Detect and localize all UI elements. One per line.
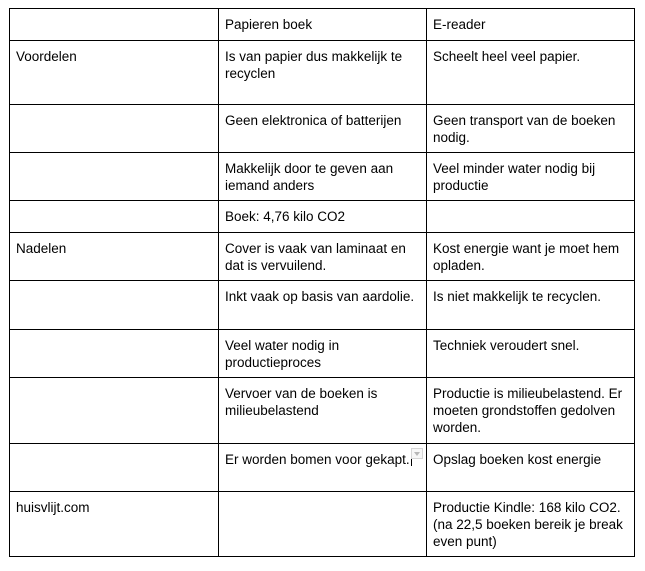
header-cell-paper-book[interactable]: Papieren boek xyxy=(219,9,427,41)
header-cell-ereader[interactable]: E-reader xyxy=(427,9,635,41)
table-cell-ereader[interactable]: Opslag boeken kost energie xyxy=(427,444,635,492)
table-cell-category[interactable] xyxy=(10,201,219,233)
table-cell-ereader[interactable]: Techniek veroudert snel. xyxy=(427,330,635,378)
table-cell-category[interactable] xyxy=(10,330,219,378)
table-cell-paper-book[interactable]: Geen elektronica of batterijen xyxy=(219,105,427,153)
table-cell-category[interactable] xyxy=(10,281,219,330)
header-cell-empty[interactable] xyxy=(10,9,219,41)
table-row xyxy=(10,281,635,330)
table-row xyxy=(10,105,635,153)
table-cell-category[interactable] xyxy=(10,105,219,153)
table-cell-paper-book[interactable]: Inkt vaak op basis van aardolie. xyxy=(219,281,427,330)
table-cell-ereader[interactable]: Veel minder water nodig bij productie xyxy=(427,153,635,201)
table-cell-paper-book[interactable]: Cover is vaak van laminaat en dat is vervuilend. xyxy=(219,233,427,281)
table-cell-paper-book[interactable]: Is van papier dus makkelijk te recyclen xyxy=(219,41,427,105)
table-cell-paper-book[interactable] xyxy=(219,492,427,557)
table-cell-category[interactable] xyxy=(10,378,219,444)
table-cell-category[interactable]: huisvlijt.com xyxy=(10,492,219,557)
table-cell-ereader[interactable]: Scheelt heel veel papier. xyxy=(427,41,635,105)
table-cell-ereader[interactable]: Is niet makkelijk te recyclen. xyxy=(427,281,635,330)
table-header-row xyxy=(10,9,635,41)
table-row xyxy=(10,330,635,378)
table-cell-ereader[interactable]: Kost energie want je moet hem opladen. xyxy=(427,233,635,281)
table-cell-ereader[interactable]: Productie Kindle: 168 kilo CO2. (na 22,5 boeken bereik je break even punt) xyxy=(427,492,635,557)
table-row xyxy=(10,233,635,281)
table-row xyxy=(10,378,635,444)
table-cell-ereader[interactable] xyxy=(427,201,635,233)
comparison-table xyxy=(9,8,635,557)
active-cell-text: Er worden bomen voor gekapt. xyxy=(225,452,410,467)
table-row xyxy=(10,444,635,492)
chevron-down-icon[interactable] xyxy=(411,448,423,459)
table-row xyxy=(10,153,635,201)
table-cell-category[interactable]: Voordelen xyxy=(10,41,219,105)
table-cell-ereader[interactable]: Geen transport van de boeken nodig. xyxy=(427,105,635,153)
table-cell-category[interactable]: Nadelen xyxy=(10,233,219,281)
table-cell-ereader[interactable]: Productie is milieubelastend. Er moeten grondstoffen gedolven worden. xyxy=(427,378,635,444)
table-cell-paper-book[interactable]: Vervoer van de boeken is milieubelastend xyxy=(219,378,427,444)
table-cell-paper-book[interactable]: Boek: 4,76 kilo CO2 xyxy=(219,201,427,233)
table-row xyxy=(10,201,635,233)
table-cell-paper-book[interactable]: Makkelijk door te geven aan iemand anders xyxy=(219,153,427,201)
table-cell-paper-book-active[interactable] xyxy=(219,444,427,492)
table-row xyxy=(10,492,635,557)
table-cell-paper-book[interactable]: Veel water nodig in productieproces xyxy=(219,330,427,378)
table-cell-category[interactable] xyxy=(10,444,219,492)
table-row xyxy=(10,41,635,105)
table-cell-category[interactable] xyxy=(10,153,219,201)
